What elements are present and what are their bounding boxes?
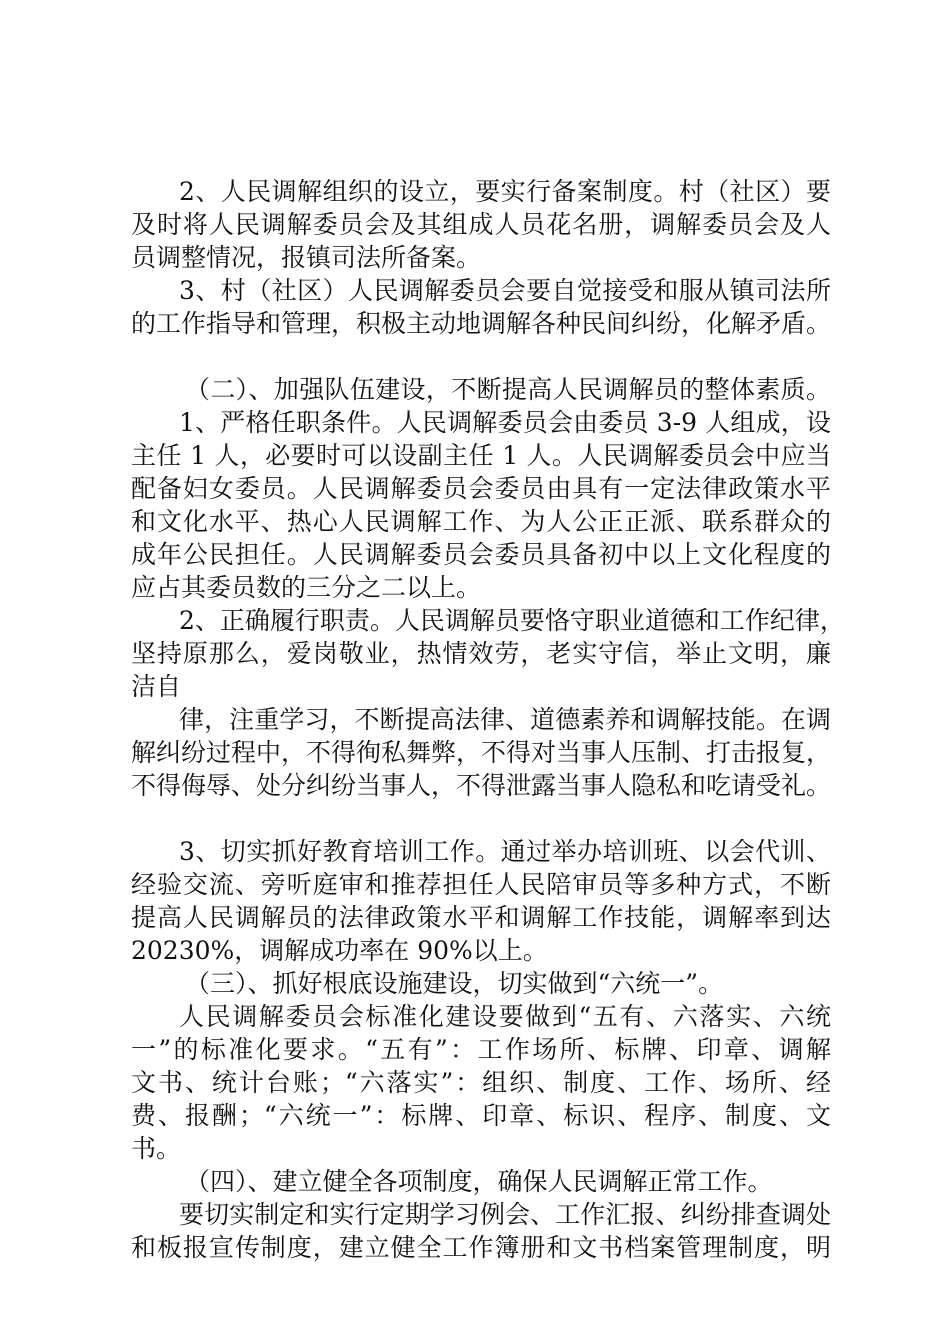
paragraph-line: 律，注重学习，不断提高法律、道德素养和调解技能。在调 <box>179 705 831 734</box>
paragraph-line: 成年公民担任。人民调解委员会委员具备初中以上文化程度的 <box>131 540 831 569</box>
paragraph-line: 1、严格任职条件。人民调解委员会由委员 3-9 人组成，设 <box>179 408 831 437</box>
paragraph-line: 和板报宣传制度，建立健全工作簿册和文书档案管理制度，明 <box>131 1233 831 1262</box>
paragraph-line: 2、人民调解组织的设立，要实行备案制度。村（社区）要 <box>179 177 831 206</box>
paragraph-line: 不得侮辱、处分纠纷当事人，不得泄露当事人隐私和吃请受礼。 <box>131 771 832 800</box>
paragraph-line: 3、村（社区）人民调解委员会要自觉接受和服从镇司法所 <box>179 276 831 305</box>
paragraph-line: 2、正确履行职责。人民调解员要恪守职业道德和工作纪律， <box>179 606 845 635</box>
section-heading: （二）、加强队伍建设，不断提高人民调解员的整体素质。 <box>185 375 831 404</box>
paragraph-line: 人民调解委员会标准化建设要做到“五有、六落实、六统 <box>179 1002 831 1031</box>
paragraph-line: 3、切实抓好教育培训工作。通过举办培训班、以会代训、 <box>179 837 831 866</box>
paragraph-line: 解纠纷过程中，不得徇私舞弊，不得对当事人压制、打击报复， <box>131 738 832 767</box>
paragraph-line: 配备妇女委员。人民调解委员会委员由具有一定法律政策水平 <box>131 474 831 503</box>
paragraph-line: 和文化水平、热心人民调解工作、为人公正正派、联系群众的 <box>131 507 831 536</box>
paragraph-line: 主任 1 人，必要时可以设副主任 1 人。人民调解委员会中应当 <box>131 441 831 470</box>
paragraph-line: 应占其委员数的三分之二以上。 <box>131 573 482 602</box>
paragraph-line: 提高人民调解员的法律政策水平和调解工作技能，调解率到达 <box>131 903 831 932</box>
paragraph-line: 经验交流、旁听庭审和推荐担任人民陪审员等多种方式，不断 <box>131 870 831 899</box>
section-heading: （三）、抓好根底设施建设，切实做到“六统一”。 <box>185 969 724 998</box>
paragraph-line: 员调整情况，报镇司法所备案。 <box>131 243 482 272</box>
paragraph-line: 的工作指导和管理，积极主动地调解各种民间纠纷，化解矛盾。 <box>131 309 832 338</box>
section-heading: （四）、建立健全各项制度，确保人民调解正常工作。 <box>185 1167 773 1196</box>
paragraph-line: 文书、统计台账；“六落实”：组织、制度、工作、场所、经 <box>131 1068 831 1097</box>
paragraph-line: 洁自 <box>131 672 182 701</box>
paragraph-line: 费、报酬；“六统一”：标牌、印章、标识、程序、制度、文 <box>131 1101 831 1130</box>
paragraph-line: 书。 <box>131 1134 182 1163</box>
paragraph-line: 一”的标准化要求。“五有”：工作场所、标牌、印章、调解 <box>131 1035 831 1064</box>
paragraph-line: 及时将人民调解委员会及其组成人员花名册，调解委员会及人 <box>131 210 831 239</box>
paragraph-line: 坚持原那么，爱岗敬业，热情效劳，老实守信，举止文明，廉 <box>131 639 831 668</box>
paragraph-line: 20230%，调解成功率在 90%以上。 <box>131 936 548 965</box>
paragraph-line: 要切实制定和实行定期学习例会、工作汇报、纠纷排查调处 <box>179 1200 831 1229</box>
